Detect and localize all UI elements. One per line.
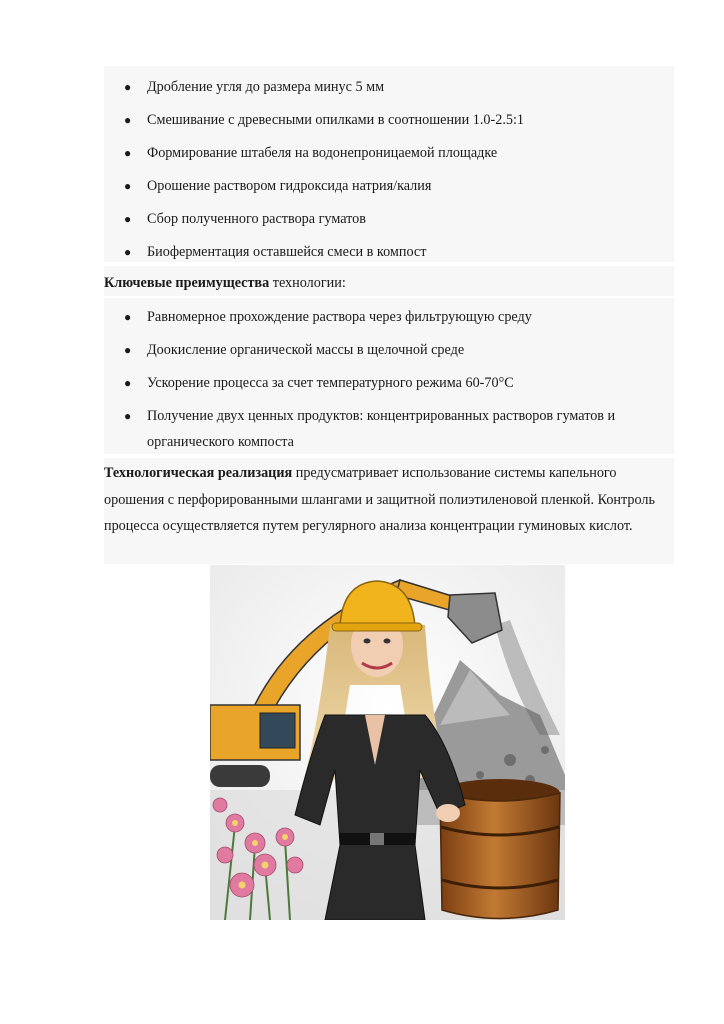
bullet-icon: ●	[124, 310, 132, 324]
hand	[436, 804, 460, 822]
bullet-icon: ●	[124, 113, 132, 127]
process-steps-list	[104, 74, 674, 272]
list-item: ● Сбор полученного раствора гуматов	[104, 206, 674, 239]
list-item: ● Дробление угля до размера минус 5 мм	[104, 74, 674, 107]
list-item: ● Ускорение процесса за счет температурного режима 60-70°C	[104, 370, 674, 403]
list-item: ● Формирование штабеля на водонепроницаемой площадке	[104, 140, 674, 173]
excavator-tracks	[210, 765, 270, 787]
bullet-icon: ●	[124, 80, 132, 94]
bullet-icon: ●	[124, 179, 132, 193]
advantages-list	[104, 304, 674, 457]
hard-hat-brim	[332, 623, 422, 631]
worker-excavator-illustration	[210, 565, 565, 920]
bullet-icon: ●	[124, 146, 132, 160]
bullet-icon: ●	[124, 409, 132, 423]
bullet-icon: ●	[124, 376, 132, 390]
list-item: ● Доокисление органической массы в щелочной среде	[104, 337, 674, 370]
belt-buckle	[370, 833, 384, 845]
advantages-heading: Ключевые преимущества технологии:	[104, 275, 346, 291]
bullet-icon: ●	[124, 212, 132, 226]
bullet-icon: ●	[124, 343, 132, 357]
list-item: ● Орошение раствором гидроксида натрия/калия	[104, 173, 674, 206]
list-item: ● Биоферментация оставшейся смеси в компост	[104, 239, 674, 272]
list-item: ● Получение двух ценных продуктов: концентрированных растворов гуматов и органического компоста	[104, 403, 674, 457]
implementation-paragraph: Технологическая реализация предусматривает использование системы капельного орошения с перфорированными шлангами и защитной полиэтиленовой пленкой. Контроль процесса осуществляется путем регулярного анализа концентрации гуминовых кислот.	[104, 465, 655, 534]
bullet-icon: ●	[124, 245, 132, 259]
list-item: ● Равномерное прохождение раствора через фильтрующую среду	[104, 304, 674, 337]
list-item: ● Смешивание с древесными опилками в соотношении 1.0-2.5:1	[104, 107, 674, 140]
